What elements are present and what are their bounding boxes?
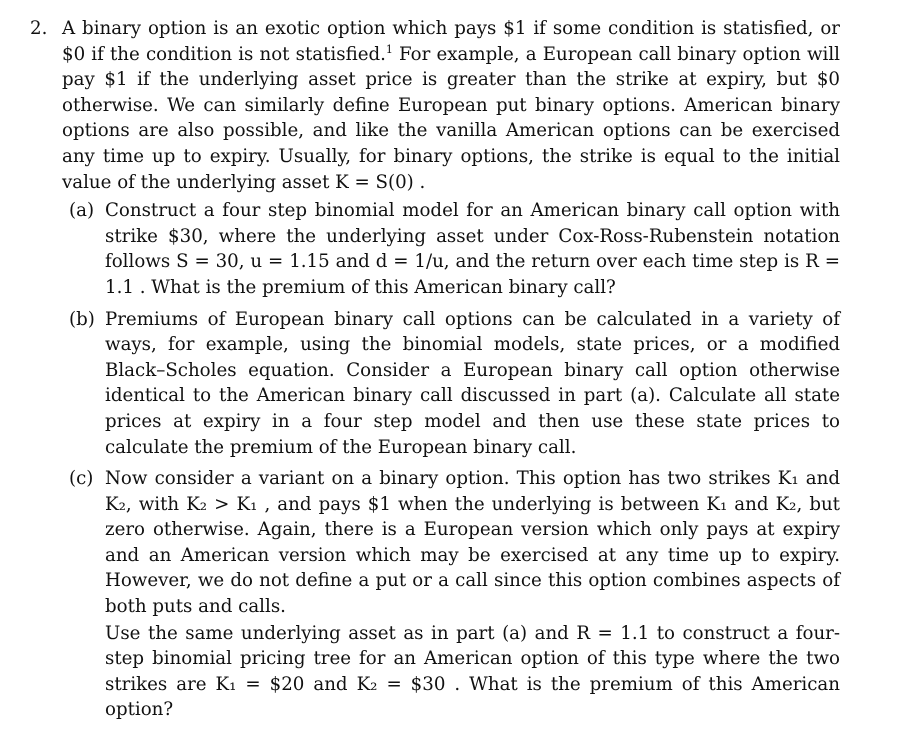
- document-page: [30, 16, 840, 729]
- part-b-text: Premiums of European binary call options can be calculated in a variety of ways, for example, using the binomial models, state prices, or a modified Black–Scholes equation. Consider a European binary call option otherwise identical to the American binary call discussed in part (a). Calculate all state prices at expiry in a four step model and then use these state prices to calculate the premium of the European binary call.: [105, 308, 840, 458]
- problem-number: 2.: [30, 18, 48, 39]
- part-c: [62, 466, 840, 723]
- part-c-label: (c): [69, 468, 94, 490]
- part-a-label: (a): [69, 200, 95, 222]
- problem-intro-text: A binary option is an exotic option which pays $1 if some condition is statisfied, or $0 if the condition is not statisfied.: [62, 18, 840, 65]
- problem-intro: [62, 16, 840, 195]
- part-b-label: (b): [69, 308, 95, 330]
- part-c-text: Now consider a variant on a binary option. This option has two strikes K₁ and K₂, with K₂ > K₁ , and pays $1 when the underlying is between K₁ and K₂, but zero otherwise. Again, there is a European version which only pays at expiry and an American version which may be exercised at any time up to expiry. However, we do not define a put or a call since this option combines aspects of both puts and calls.: [105, 468, 840, 618]
- problem-parts: [62, 198, 840, 723]
- problem-intro-text-continued: For example, a European call binary option will pay $1 if the underlying asset price is greater than the strike at expiry, but $0 otherwise. We can similarly define European put binary options. American binary options are also possible, and like the vanilla American options can be exercised any time up to expiry. Usually, for binary options, the strike is equal to the initial value of the underlying asset K = S(0) .: [62, 43, 840, 193]
- problem-2: [30, 16, 840, 723]
- part-c-text-continued: Use the same underlying asset as in part (a) and R = 1.1 to construct a four-step binomial pricing tree for an American option of this type where the two strikes are K₁ = $20 and K₂ = $30 . What is the premium of this American option?: [105, 622, 840, 721]
- footnote-marker: 1: [385, 42, 393, 56]
- part-a: [62, 198, 840, 300]
- part-a-text: Construct a four step binomial model for an American binary call option with strike $30, where the underlying asset under Cox-Ross-Rubenstein notation follows S = 30, u = 1.15 and d = 1/u, and the return over each time step is R = 1.1 . What is the premium of this American binary call?: [105, 200, 840, 298]
- part-b: [62, 307, 840, 461]
